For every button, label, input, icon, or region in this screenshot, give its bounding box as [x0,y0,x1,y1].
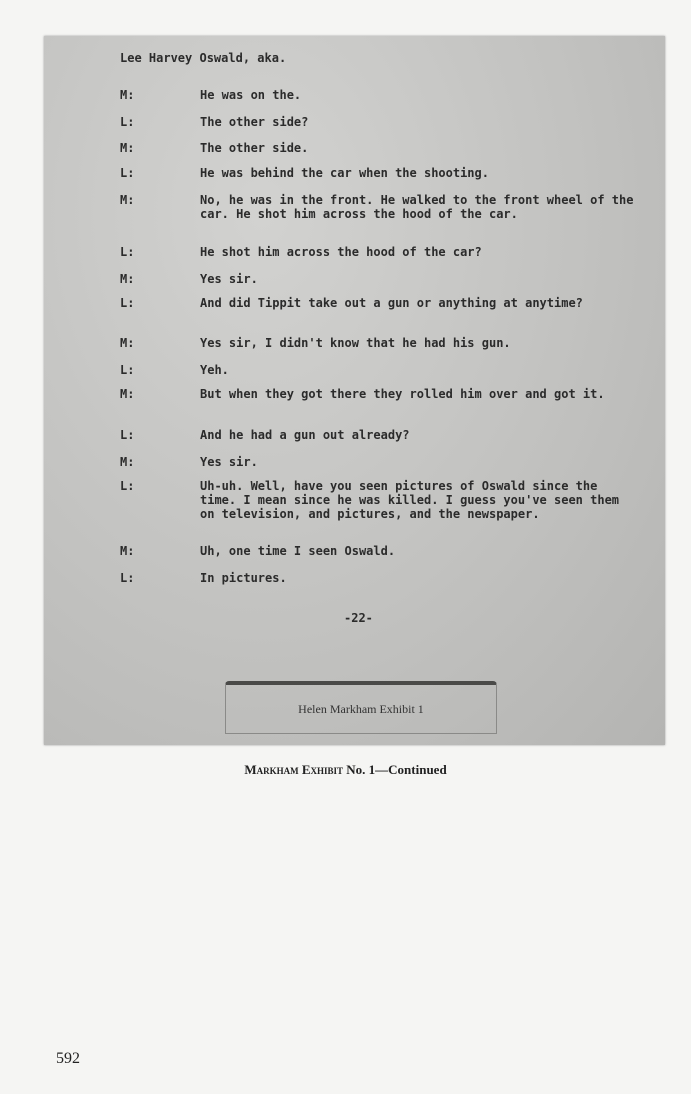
speaker-label: L: [120,245,135,259]
speaker-label: L: [120,115,135,129]
transcript-line [120,571,640,585]
transcript-line [120,272,640,286]
exhibit-stamp-label: Helen Markham Exhibit 1 [298,702,424,716]
line-text: The other side? [200,115,309,129]
speaker-label: L: [120,363,135,377]
speaker-label: M: [120,387,135,401]
speaker-label: M: [120,272,135,286]
line-text: Uh-uh. Well, have you seen pictures of Oswald since the time. I mean since he was killed. I guess you've seen them on television, and pictures, and the newspaper. [200,479,620,521]
line-text: The other side. [200,141,309,155]
transcript-line [120,245,640,259]
line-text: He was behind the car when the shooting. [200,166,489,180]
line-text: Yeh. [200,363,229,377]
line-text: Yes sir. [200,272,258,286]
line-text: Yes sir, I didn't know that he had his gun. [200,336,511,350]
line-text: He was on the. [200,88,302,102]
transcript-line [120,141,640,155]
document-header: Lee Harvey Oswald, aka. [120,51,287,65]
speaker-label: L: [120,479,135,493]
document-page-mark: -22- [344,611,373,625]
speaker-label: L: [120,296,135,310]
line-text: But when they got there they rolled him over and got it. [200,387,605,401]
transcript-line [120,387,640,401]
transcript-line [120,193,640,221]
line-text: No, he was in the front. He walked to the front wheel of the car. He shot him across the hood of the car. [200,193,634,221]
exhibit-photo [44,36,665,745]
transcript-line [120,166,640,180]
line-text: And he had a gun out already? [200,428,410,442]
speaker-label: L: [120,571,135,585]
speaker-label: L: [120,428,135,442]
speaker-label: M: [120,193,135,207]
line-text: He shot him across the hood of the car? [200,245,482,259]
speaker-label: M: [120,455,135,469]
exhibit-caption [0,762,691,778]
exhibit-stamp [225,681,497,734]
transcript-line [120,296,640,310]
line-text: Uh, one time I seen Oswald. [200,544,396,558]
transcript-line [120,455,640,469]
speaker-label: M: [120,88,135,102]
transcript-line [120,88,640,102]
page-number: 592 [56,1050,80,1067]
speaker-label: M: [120,544,135,558]
transcript-line [120,115,640,129]
line-text: In pictures. [200,571,287,585]
line-text: Yes sir. [200,455,258,469]
speaker-label: L: [120,166,135,180]
line-text: And did Tippit take out a gun or anything at anytime? [200,296,583,310]
transcript-line [120,336,640,350]
speaker-label: M: [120,141,135,155]
speaker-label: M: [120,336,135,350]
transcript-line [120,428,640,442]
caption-title: Markham Exhibit [244,762,344,777]
transcript-line [120,363,640,377]
transcript-line [120,479,640,521]
transcript-line [120,544,640,558]
caption-continued: No. 1—Continued [343,762,447,777]
